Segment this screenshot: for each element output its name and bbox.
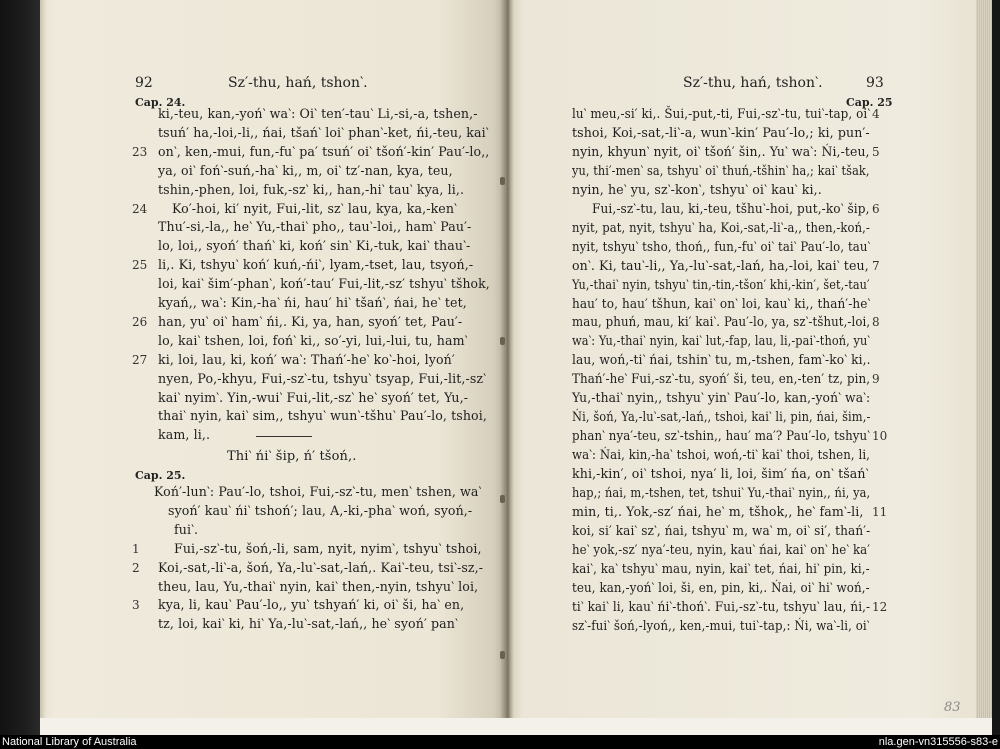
text-line: Ko′-hoi, ki′ nyit, Fui,-lit, sz‵ lau, kya, ka,-ken‵ [172, 200, 458, 216]
verse-number: 5 [872, 144, 880, 159]
text-line: lo, kai‵ tshen, loi, foń‵ ki,, so′-yi, lui,-lui, tu, ham‵ [158, 332, 468, 348]
text-line: yu, thi′-men‵ sa, tshyu‵ oi‵ thuń,-tšhin‵ ha,; kai‵ tšak, [572, 162, 870, 178]
verse-number: 26 [132, 314, 148, 329]
text-line: Yu,-thai‵ nyin,, tshyu‵ yin‵ Pau′-lo, kan,-yoń‵ wa‵: [572, 390, 871, 406]
text-line: tsuń′ ha,-loi,-li,, ńai, tšań‵ loi‵ phan‵-ket, ńi,-teu, kai‵ [158, 124, 489, 140]
book-gutter [500, 0, 514, 718]
left-running-head: Sz′-thu, hań, tshon‵. [228, 75, 368, 91]
text-line: koi, si′ kai‵ sz‵, ńai, tshyu‵ m, wa‵ m, oi‵ si′, thań′- [572, 522, 871, 538]
text-line: hau′ to, hau′ tšhun, kai‵ on‵ loi, kau‵ ki,, thań′-he‵ [572, 295, 871, 311]
verse-number: 27 [132, 352, 148, 367]
text-line: sz‵-fui‵ šoń,-lyoń,, ken,-mui, tui‵-tap,: Ńi, wa‵-li, oi‵ [572, 617, 870, 633]
text-line: khi,-kin′, oi‵ tshoi, nya′ li, loi, šim′ ńa, on‵ tšań‵ [572, 466, 869, 482]
verse-number: 11 [872, 504, 888, 519]
verse-number: 1 [132, 541, 140, 556]
text-line: theu, lau, Yu,-thai‵ nyin, kai‵ then,-nyin, tshyu‵ loi, [158, 578, 479, 594]
text-line: on‵. Ki, tau‵-li,, Ya,-lu‵-sat,-lań, ha,-loi, kai‵ teu, [572, 257, 869, 273]
right-running-head: Sz′-thu, hań, tshon‵. [683, 75, 823, 91]
text-line: wa‵: Ńai, kin,-ha‵ tshoi, woń,-ti‵ kai‵ thoi, tshen, li, [572, 447, 871, 463]
text-line: Fui,-sz‵-tu, šoń,-li, sam, nyit, nyim‵, tshyu‵ tshoi, [174, 540, 482, 556]
text-line: Yu,-thai‵ nyin, tshyu‵ tin,-tin,-tšon′ khi,-kin′, šet,-tau′ [572, 276, 870, 292]
text-line: kam, li,. [158, 427, 211, 443]
verse-number: 8 [872, 315, 880, 330]
section-heading: Thi‵ ńi‵ šip, ń′ tšoń,. [227, 449, 357, 464]
text-line: phan‵ nya′-teu, sz‵-tshin,, hau′ ma′? Pau′-lo, tshyu‵ [572, 428, 871, 444]
text-line: nyit, tshyu‵ tsho, thoń,, fun,-fu‵ oi‵ tai‵ Pau′-lo, tau‵ [572, 238, 871, 254]
chapter-label: Cap. 25 [846, 96, 893, 109]
verse-number: 25 [132, 258, 148, 273]
text-line: nyen, Po,-khyu, Fui,-sz‵-tu, tshyu‵ tsyap, Fui,-lit,-sz‵ [158, 370, 487, 386]
footer-bar [0, 735, 1000, 749]
text-line: ti‵ kai‵ li, kau‵ ńi‵-thoń‵. Fui,-sz‵-tu, tshyu‵ lau, ńi,- [572, 598, 871, 614]
chapter-label: Cap. 24. [135, 96, 186, 109]
page-edges [976, 0, 992, 718]
text-line: nyit, pat, nyit, tshyu‵ ha, Koi,-sat,-li‵-a,, then,-koń,- [572, 219, 870, 235]
text-line: on‵, ken,-mui, fun,-fu‵ pa′ tsuń′ oi‵ tšoń′-kin′ Pau′-lo,, [158, 143, 490, 159]
book-cover-left [0, 0, 40, 735]
text-line: tz, loi, kai‵ ki, hi‵ Ya,-lu‵-sat,-lań,, he‵ syoń′ pan‵ [158, 616, 458, 632]
text-line: ya, oi‵ foń‵-suń,-ha‵ ki,, m, oi‵ tz′-nan, kya, teu, [158, 162, 453, 178]
verse-number: 12 [872, 599, 888, 614]
text-line: tshoi, Koi,-sat,-li‵-a, wun‵-kin′ Pau′-lo,; ki, pun′- [572, 124, 870, 140]
section-rule [256, 436, 312, 437]
verse-number: 24 [132, 201, 148, 216]
text-line: nyin, he‵ yu, sz‵-kon‵, tshyu‵ oi‵ kau‵ ki,. [572, 181, 822, 197]
text-line: lo, loi,, syoń′ thań‵ ki, koń′ sin‵ Ki,-tuk, kai‵ thau‵- [158, 238, 471, 254]
binding-stitch [500, 337, 505, 345]
text-line: lau, woń,-ti‵ ńai, tshin‵ tu, m,-tshen, fam‵-ko‵ ki,. [572, 352, 871, 368]
verse-number: 4 [872, 107, 880, 121]
footer-credit: National Library of Australia [2, 736, 137, 748]
text-line: fui‵. [174, 521, 199, 537]
book-cover-right [992, 0, 1000, 735]
text-line: Koi,-sat,-li‵-a, šoń, Ya,-lu‵-sat,-lań,. Kai‵-teu, tsi‵-sz,- [158, 559, 484, 575]
verse-number: 6 [872, 201, 880, 216]
text-line: Ńi, šoń, Ya,-lu‵-sat,-lań,, tshoi, kai‵ li, pin, ńai, šim,- [572, 409, 871, 425]
text-line: Thu′-si,-la,, he‵ Yu,-thai‵ pho,, tau‵-loi,, ham‵ Pau′- [158, 219, 472, 235]
text-line: kai‵, ka‵ tshyu‵ mau, nyin, kai‵ tet, ńai, hi‵ pin, ki,- [572, 560, 870, 576]
text-line: min, ti,. Yok,-sz′ ńai, he‵ m, tšhok,, he‵ fam‵-li, [572, 503, 864, 519]
binding-stitch [500, 651, 505, 659]
text-line: teu, kan,-yoń‵ loi, ši, en, pin, ki,. Ńai, oi‵ hi‵ woń,- [572, 579, 870, 595]
text-line: thai‵ nyin, kai‵ sim,, tshyu‵ wun‵-tšhu‵ Pau′-lo, tshoi, [158, 408, 487, 424]
text-line: wa‵: Yu,-thai‵ nyin, kai‵ lut,-fap, lau, li,-pai‵-thoń, yu‵ [572, 333, 871, 349]
text-line: Fui,-sz‵-tu, lau, ki,-teu, tšhu‵-hoi, put,-ko‵ šip, [592, 200, 870, 216]
left-page-number: 92 [135, 75, 153, 91]
text-line: nyin, khyun‵ nyit, oi‵ tšoń′ šin,. Yu‵ wa‵: Ńi,-teu, [572, 143, 870, 159]
pencil-mark: 83 [944, 700, 961, 715]
text-line: ki, loi, lau, ki, koń′ wa‵: Thań′-he‵ ko‵-hoi, lyoń′ [158, 351, 455, 367]
verse-number: 23 [132, 144, 148, 159]
chapter-label: Cap. 25. [135, 469, 186, 482]
verse-number: 2 [132, 560, 140, 575]
text-line: kya, li, kau‵ Pau′-lo,, yu‵ tshyań′ ki, oi‵ ši, ha‵ en, [158, 597, 465, 613]
text-line: kyań,, wa‵: Kin,-ha‵ ńi, hau′ hi‵ tšań‵, ńai, he‵ tet, [158, 295, 467, 310]
text-line: tshin,-phen, loi, fuk,-sz‵ ki,, han,-hi‵ tau‵ kya, li,. [158, 181, 465, 197]
binding-stitch [500, 495, 505, 503]
verse-number: 3 [132, 598, 140, 613]
binding-stitch [500, 177, 505, 185]
text-line: Koń′-lun‵: Pau′-lo, tshoi, Fui,-sz‵-tu, men‵ tshen, wa‵ [154, 484, 482, 499]
text-line: hap,; ńai, m,-tshen, tet, tshui‵ Yu,-thai‵ nyin,, ńi, ya, [572, 485, 871, 500]
verse-number: 7 [872, 258, 880, 273]
verse-number: 10 [872, 429, 888, 444]
text-line: ki,-teu, kan,-yoń‵ wa‵: Oi‵ ten′-tau‵ Li,-si,-a, tshen,- [158, 106, 478, 121]
text-line: mau, phuń, mau, ki′ kai‵. Pau′-lo, ya, sz‵-tšhut,-loi, [572, 314, 871, 330]
text-line: syoń′ kau‵ ńi‵ tshoń′; lau, A,-ki,-pha‵ woń, syoń,- [168, 502, 473, 518]
verse-number: 9 [872, 372, 880, 387]
footer-identifier: nla.gen-vn315556-s83-e [878, 736, 998, 748]
text-line: li,. Ki, tshyu‵ koń′ kuń,-ńi‵, lyam,-tset, lau, tsyoń,- [158, 257, 474, 273]
right-page-number: 93 [866, 75, 884, 91]
text-line: he‵ yok,-sz′ nya′-teu, nyin, kau‵ ńai, kai‵ on‵ he‵ ka′ [572, 541, 871, 557]
text-line: lu‵ meu,-si′ ki,. Šui,-put,-ti, Fui,-sz‵-tu, tui‵-tap, oi‵ [572, 106, 871, 121]
text-line: han, yu‵ oi‵ ham‵ ńi,. Ki, ya, han, syoń′ tet, Pau′- [158, 313, 463, 329]
text-line: loi, kai‵ šim′-phan‵, koń′-tau′ Fui,-lit,-sz′ tshyu‵ tšhok, [158, 276, 490, 292]
text-line: Thań′-he‵ Fui,-sz‵-tu, syoń′ ši, teu, en,-ten′ tz, pin, [572, 371, 871, 387]
text-line: kai‵ nyim‵. Yin,-wui‵ Fui,-lit,-sz‵ he‵ syoń′ tet, Yu,- [158, 389, 469, 405]
